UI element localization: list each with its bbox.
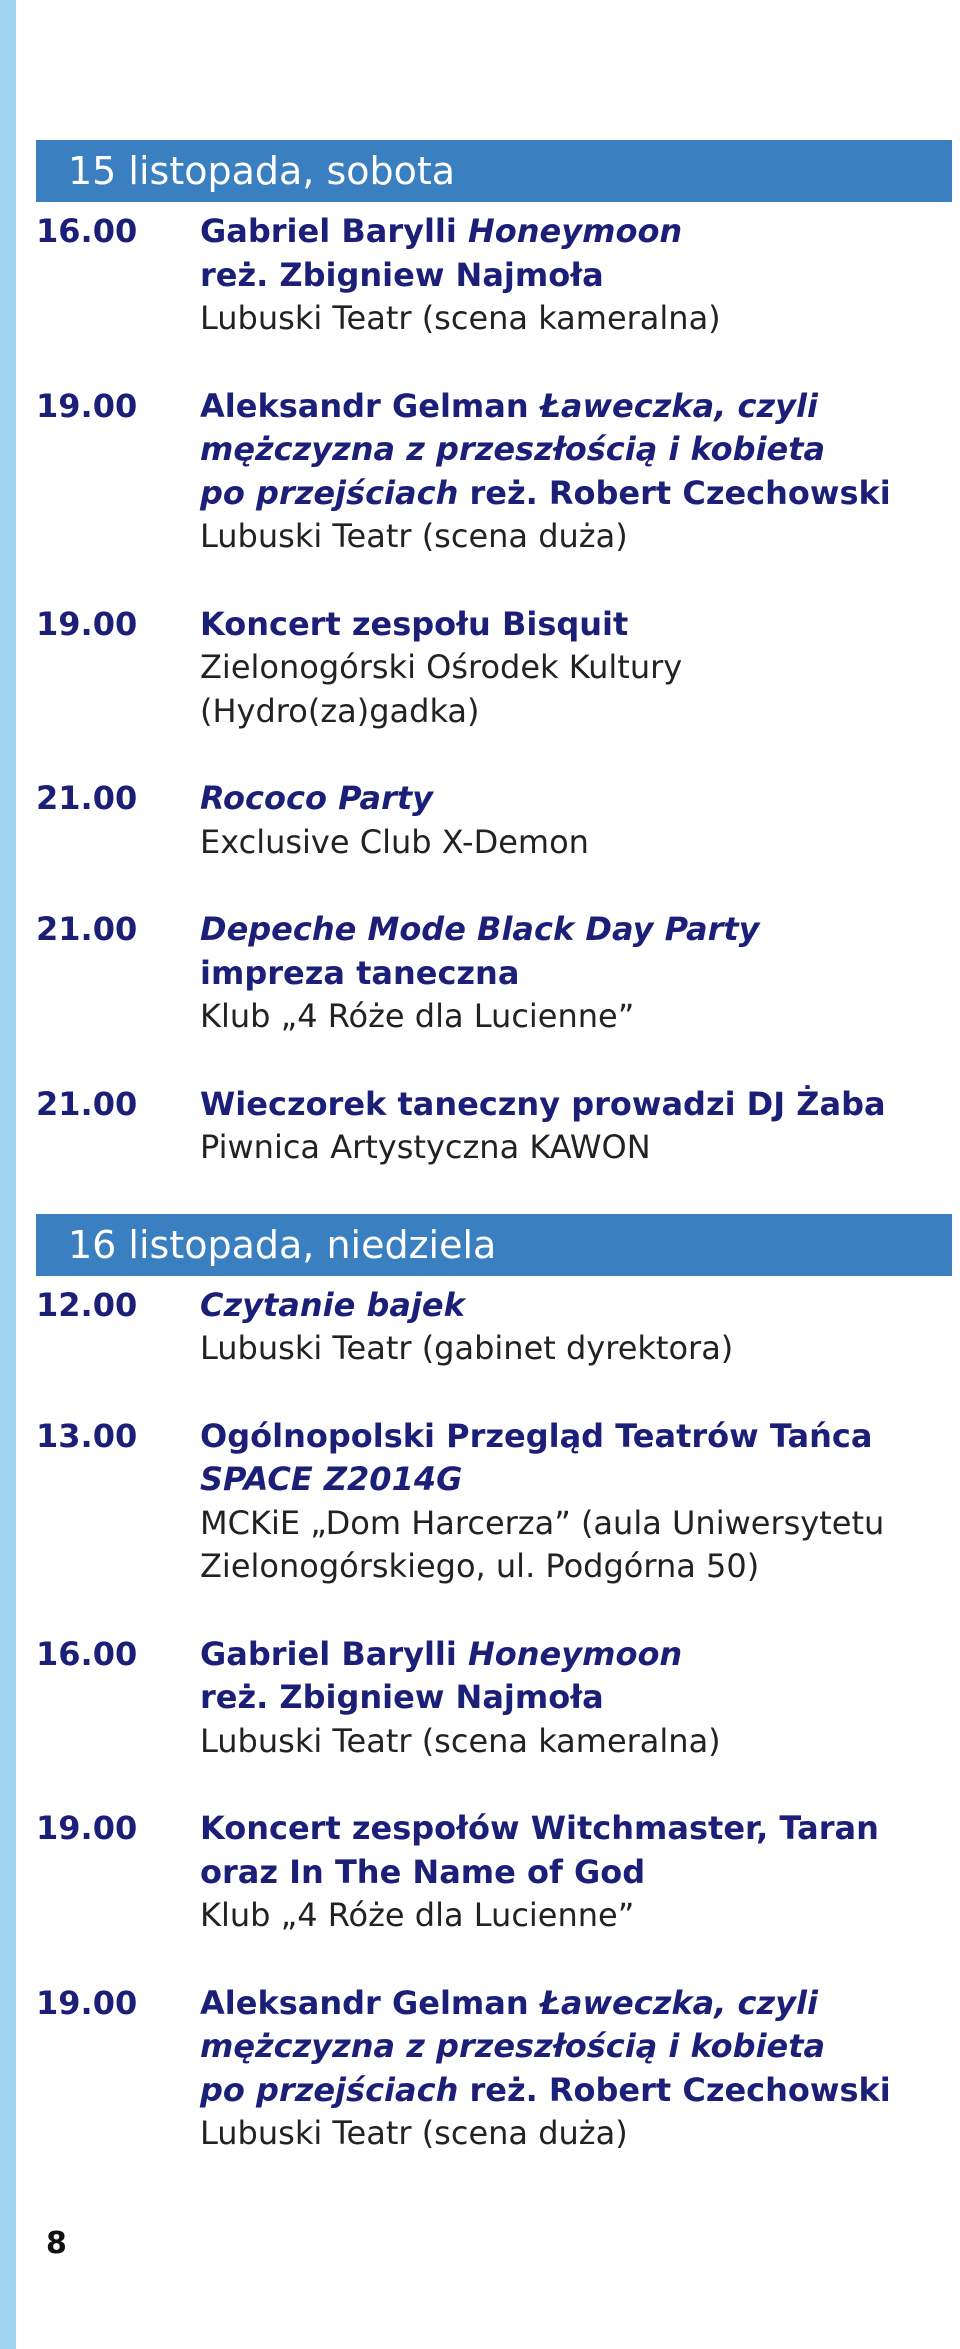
event-title-line bbox=[200, 777, 952, 821]
text-segment: (Hydro(za)gadka) bbox=[200, 691, 480, 730]
event-description bbox=[200, 1633, 952, 1764]
event-title-line bbox=[200, 1851, 952, 1895]
event-time: 16.00 bbox=[36, 212, 138, 250]
event-title-line bbox=[200, 2025, 952, 2069]
text-segment: reż. Zbigniew Najmoła bbox=[200, 1678, 604, 1716]
text-segment: Depeche Mode Black Day Party bbox=[200, 910, 760, 948]
text-segment: Zielonogórski Ośrodek Kultury bbox=[200, 648, 683, 686]
text-segment: Ogólnopolski Przegląd Teatrów Tańca bbox=[200, 1416, 873, 1455]
text-segment: Piwnica Artystyczna KAWON bbox=[200, 1128, 651, 1166]
event-item bbox=[36, 1807, 952, 1938]
event-title-line bbox=[200, 2069, 952, 2113]
event-item bbox=[36, 1415, 952, 1589]
text-segment: Klub „4 Róże dla Lucienne” bbox=[200, 1896, 635, 1934]
event-description bbox=[200, 603, 952, 734]
event-item bbox=[36, 908, 952, 1039]
event-item bbox=[36, 210, 952, 341]
event-item bbox=[36, 1982, 952, 2156]
text-segment: Honeymoon bbox=[468, 212, 683, 250]
text-segment: Lubuski Teatr (scena duża) bbox=[200, 2114, 628, 2152]
text-segment: Wieczorek taneczny prowadzi DJ Żaba bbox=[200, 1084, 886, 1123]
event-description bbox=[200, 908, 952, 1039]
text-segment: mężczyzna z przeszłością i kobieta bbox=[200, 2027, 826, 2065]
event-description bbox=[200, 1415, 952, 1589]
text-segment: Czytanie bajek bbox=[200, 1285, 465, 1324]
event-venue bbox=[200, 1126, 952, 1170]
event-time: 21.00 bbox=[36, 1084, 138, 1123]
text-segment: Aleksandr Gelman bbox=[200, 386, 540, 425]
text-segment: Rococo Party bbox=[200, 779, 434, 817]
event-venue bbox=[200, 297, 952, 341]
event-title-line bbox=[200, 385, 952, 429]
event-title-line bbox=[200, 952, 952, 996]
event-description bbox=[200, 1807, 952, 1938]
event-title-line bbox=[200, 1415, 952, 1459]
event-description bbox=[200, 1284, 952, 1371]
text-segment: MCKiE „Dom Harcerza” (aula Uniwersytetu bbox=[200, 1503, 885, 1542]
event-time: 21.00 bbox=[36, 910, 138, 948]
event-time: 12.00 bbox=[36, 1285, 138, 1324]
text-segment: Lubuski Teatr (scena kameralna) bbox=[200, 299, 721, 337]
text-segment: Koncert zespołów Witchmaster, Taran bbox=[200, 1809, 879, 1847]
event-title-line bbox=[200, 254, 952, 298]
page-number: 8 bbox=[46, 2226, 67, 2261]
event-time: 13.00 bbox=[36, 1416, 138, 1455]
event-time: 19.00 bbox=[36, 1983, 138, 2022]
day-section bbox=[36, 140, 952, 1170]
text-segment: reż. Zbigniew Najmoła bbox=[200, 255, 604, 294]
event-venue bbox=[200, 1327, 952, 1371]
event-venue bbox=[200, 821, 952, 865]
text-segment: reż. Robert Czechowski bbox=[458, 2070, 891, 2109]
event-time: 19.00 bbox=[36, 604, 138, 643]
day-header: 16 listopada, niedziela bbox=[36, 1214, 952, 1276]
text-segment: Ławeczka, czyli bbox=[539, 1983, 818, 2022]
text-segment: reż. Robert Czechowski bbox=[458, 473, 891, 512]
side-color-bar bbox=[0, 0, 16, 2349]
event-title-line bbox=[200, 428, 952, 472]
text-segment: SPACE Z2014G bbox=[200, 1460, 463, 1498]
event-venue bbox=[200, 1720, 952, 1764]
event-title-line bbox=[200, 210, 952, 254]
text-segment: Exclusive Club X-Demon bbox=[200, 822, 589, 861]
text-segment: po przejściach bbox=[200, 2070, 459, 2109]
text-segment: Aleksandr Gelman bbox=[200, 1983, 540, 2022]
event-venue bbox=[200, 690, 952, 734]
event-time: 21.00 bbox=[36, 779, 138, 817]
day-section bbox=[36, 1214, 952, 2156]
text-segment: oraz In The Name of God bbox=[200, 1852, 646, 1891]
text-segment: Lubuski Teatr (scena kameralna) bbox=[200, 1721, 721, 1760]
event-description bbox=[200, 385, 952, 559]
text-segment: mężczyzna z przeszłością i kobieta bbox=[200, 430, 826, 468]
events-list bbox=[36, 202, 952, 1170]
event-description bbox=[200, 1982, 952, 2156]
event-item bbox=[36, 777, 952, 864]
event-venue bbox=[200, 1894, 952, 1938]
day-header: 15 listopada, sobota bbox=[36, 140, 952, 202]
text-segment: po przejściach bbox=[200, 473, 459, 512]
event-title-line bbox=[200, 603, 952, 647]
text-segment: impreza taneczna bbox=[200, 953, 520, 992]
text-segment: Honeymoon bbox=[468, 1634, 683, 1673]
event-time: 19.00 bbox=[36, 386, 138, 425]
events-list bbox=[36, 1276, 952, 2156]
event-venue bbox=[200, 646, 952, 690]
event-item bbox=[36, 385, 952, 559]
event-venue bbox=[200, 995, 952, 1039]
program-content bbox=[36, 140, 952, 2200]
event-title-line bbox=[200, 1458, 952, 1502]
event-description bbox=[200, 1083, 952, 1170]
event-title-line bbox=[200, 472, 952, 516]
event-venue bbox=[200, 1502, 952, 1546]
event-venue bbox=[200, 2112, 952, 2156]
event-title-line bbox=[200, 908, 952, 952]
event-description bbox=[200, 777, 952, 864]
text-segment: Ławeczka, czyli bbox=[539, 386, 818, 425]
text-segment: Zielonogórskiego, ul. Podgórna 50) bbox=[200, 1547, 760, 1585]
text-segment: Gabriel Barylli bbox=[200, 212, 468, 250]
event-description bbox=[200, 210, 952, 341]
text-segment: Klub „4 Róże dla Lucienne” bbox=[200, 997, 635, 1035]
event-title-line bbox=[200, 1633, 952, 1677]
event-title-line bbox=[200, 1676, 952, 1720]
text-segment: Gabriel Barylli bbox=[200, 1634, 468, 1673]
text-segment: Koncert zespołu Bisquit bbox=[200, 604, 629, 643]
text-segment: Lubuski Teatr (scena duża) bbox=[200, 517, 628, 555]
event-venue bbox=[200, 1545, 952, 1589]
event-time: 16.00 bbox=[36, 1634, 138, 1673]
event-item bbox=[36, 1633, 952, 1764]
event-item bbox=[36, 1083, 952, 1170]
event-title-line bbox=[200, 1807, 952, 1851]
event-title-line bbox=[200, 1982, 952, 2026]
event-item bbox=[36, 1284, 952, 1371]
event-title-line bbox=[200, 1284, 952, 1328]
text-segment: Lubuski Teatr (gabinet dyrektora) bbox=[200, 1329, 734, 1367]
event-item bbox=[36, 603, 952, 734]
event-venue bbox=[200, 515, 952, 559]
event-time: 19.00 bbox=[36, 1809, 138, 1847]
event-title-line bbox=[200, 1083, 952, 1127]
